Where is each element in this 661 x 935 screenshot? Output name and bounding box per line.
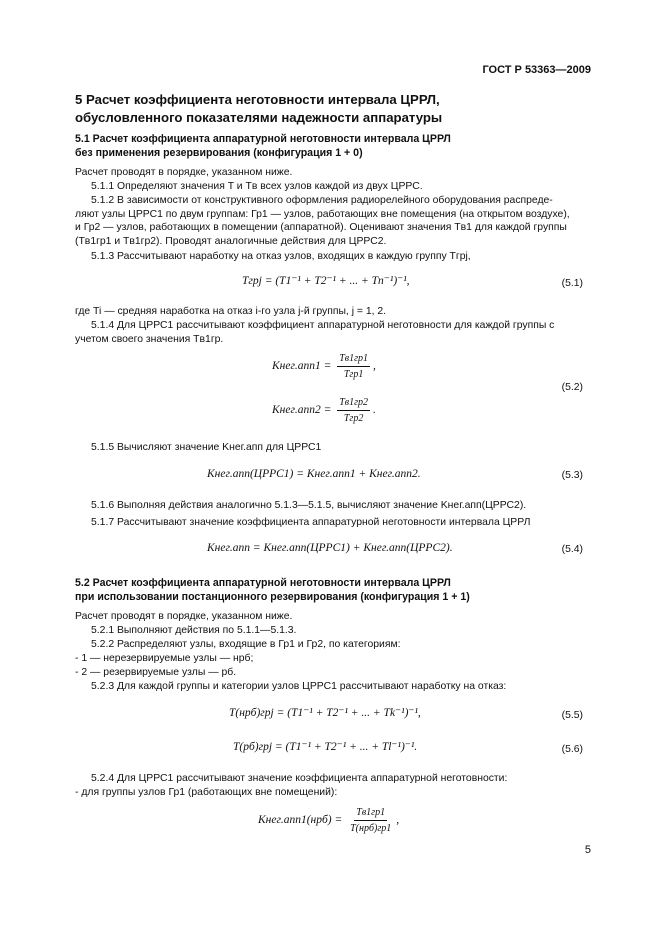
paragraph-5-1-4-line2: учетом своего значения Tв1гр. xyxy=(75,333,224,345)
subsection-5-2-title-line2: при использовании постанционного резервирования (конфигурация 1 + 1) xyxy=(75,591,470,604)
paragraph-5-1-7: 5.1.7 Рассчитывают значение коэффициента аппаратурной неготовности интервала ЦРРЛ xyxy=(91,517,531,528)
equation-5-7-fraction xyxy=(348,806,393,835)
equation-5-2b-numerator: Tв1гр2 xyxy=(337,396,370,411)
subsection-5-1-title xyxy=(75,132,585,161)
subsection-5-2-title-line1: 5.2 Расчет коэффициента аппаратурной неготовности интервала ЦРРЛ xyxy=(75,577,451,589)
equation-5-7: Kнег.апп1(нрб) = $\frac{Tв1гр1}{\text{T(нрб)гр1}}$ , xyxy=(258,807,400,834)
paragraph-5-2-3: 5.2.3 Для каждой группы и категории узлов ЦРРС1 рассчитывают наработку на отказ: xyxy=(91,681,507,692)
paragraph-5-1-2-line1: 5.1.2 В зависимости от конструктивного оформления радиорелейного оборудования распреде- xyxy=(91,195,553,206)
equation-5-2a-denominator: Tгр1 xyxy=(343,369,364,380)
equation-5-7-lhs: Kнег.апп1(нрб) = xyxy=(258,814,343,827)
paragraph-5-1-4 xyxy=(75,319,585,346)
where-clause: где Ti — средняя наработка на отказ i-го узла j-й группы, j = 1, 2. xyxy=(75,306,387,317)
paragraph-5-1-4-line1: 5.1.4 Для ЦРРС1 рассчитывают коэффициент аппаратурной неготовности для каждой группы с xyxy=(91,320,555,331)
equation-5-1: Tгрj = (T1⁻¹ + T2⁻¹ + ... + Tn⁻¹)⁻¹, xyxy=(242,275,410,287)
equation-5-7-numerator: Tв1гр1 xyxy=(354,806,387,821)
paragraph-5-1-3: 5.1.3 Рассчитывают наработку на отказ узлов, входящих в каждую группу Tгрj, xyxy=(91,251,471,262)
equation-5-6: T(рб)грj = (T1⁻¹ + T2⁻¹ + ... + Tl⁻¹)⁻¹. xyxy=(233,741,418,753)
equation-5-2b: Kнег.апп2 = $\frac{Tв1гр2}{\text{Tгр2}}$ . xyxy=(272,397,376,424)
paragraph-5-1-1: 5.1.1 Определяют значения T и Tв всех узлов каждой из двух ЦРРС. xyxy=(91,181,423,192)
equation-5-2-number: (5.2) xyxy=(561,382,583,393)
paragraph-5-1-6: 5.1.6 Выполняя действия аналогично 5.1.3—5.1.5, вычисляют значение Kнег.апп(ЦРРС2). xyxy=(91,500,527,511)
category-item-2: - 2 — резервируемые узлы — рб. xyxy=(75,667,237,678)
equation-5-4-number: (5.4) xyxy=(561,544,583,555)
equation-5-1-number: (5.1) xyxy=(561,278,583,289)
intro-5-1: Расчет проводят в порядке, указанном ниже. xyxy=(75,167,293,178)
category-item-1: - 1 — нерезервируемые узлы — нрб; xyxy=(75,653,254,664)
equation-5-3-number: (5.3) xyxy=(561,470,583,481)
paragraph-5-1-2-line2: ляют узлы ЦРРС1 по двум группам: Гр1 — узлов, работающих вне помещения (на открытом воздухе), xyxy=(75,208,570,220)
paragraph-5-1-2-line4: (Tв1гр1 и Tв1гр2). Проводят аналогичные действия для ЦРРС2. xyxy=(75,235,387,247)
equation-5-3: Kнег.апп(ЦРРС1) = Kнег.апп1 + Kнег.апп2. xyxy=(207,468,421,480)
section-5-title-line1: 5 Расчет коэффициента неготовности интервала ЦРРЛ, xyxy=(75,92,440,107)
equation-5-4: Kнег.апп = Kнег.апп(ЦРРС1) + Kнег.апп(ЦРРС2). xyxy=(207,542,453,554)
section-5-title-line2: обусловленного показателями надежности аппаратуры xyxy=(75,109,443,125)
paragraph-5-1-2 xyxy=(75,194,585,248)
equation-5-2b-fraction xyxy=(337,396,370,425)
equation-5-6-number: (5.6) xyxy=(561,744,583,755)
equation-5-7-denominator: T(нрб)гр1 xyxy=(350,823,392,834)
equation-5-2a-lhs: Kнег.апп1 = xyxy=(272,360,332,373)
equation-5-2b-lhs: Kнег.апп2 = xyxy=(272,404,332,417)
standard-number: ГОСТ Р 53363—2009 xyxy=(482,64,591,76)
paragraph-5-1-5: 5.1.5 Вычисляют значение Kнег.апп для ЦРРС1 xyxy=(91,442,322,453)
paragraph-5-2-4: 5.2.4 Для ЦРРС1 рассчитывают значение коэффициента аппаратурной неготовности: xyxy=(91,773,508,784)
section-5-title xyxy=(75,91,585,127)
paragraph-5-2-4-item: - для группы узлов Гр1 (работающих вне помещений): xyxy=(75,787,338,798)
equation-5-5: T(нрб)грj = (T1⁻¹ + T2⁻¹ + ... + Tk⁻¹)⁻¹, xyxy=(229,707,421,719)
page-number: 5 xyxy=(584,843,591,856)
paragraph-5-2-2: 5.2.2 Распределяют узлы, входящие в Гр1 и Гр2, по категориям: xyxy=(91,639,401,650)
subsection-5-1-title-line1: 5.1 Расчет коэффициента аппаратурной неготовности интервала ЦРРЛ xyxy=(75,133,451,145)
equation-5-2a-fraction xyxy=(337,352,370,381)
equation-5-2a-numerator: Tв1гр1 xyxy=(337,352,370,367)
equation-5-5-number: (5.5) xyxy=(561,710,583,721)
paragraph-5-1-2-line3: и Гр2 — узлов, работающих в помещении (аппаратной). Оценивают значения Tв1 для каждой группы xyxy=(75,222,567,234)
intro-5-2: Расчет проводят в порядке, указанном ниже. xyxy=(75,611,293,622)
equation-5-2a: Kнег.апп1 = $\frac{Tв1гр1}{\text{Tгр1}}$ , xyxy=(272,353,376,380)
paragraph-5-2-1: 5.2.1 Выполняют действия по 5.1.1—5.1.3. xyxy=(91,625,297,636)
subsection-5-1-title-line2: без применения резервирования (конфигурация 1 + 0) xyxy=(75,147,363,160)
subsection-5-2-title xyxy=(75,576,585,605)
equation-5-2b-denominator: Tгр2 xyxy=(343,413,364,424)
